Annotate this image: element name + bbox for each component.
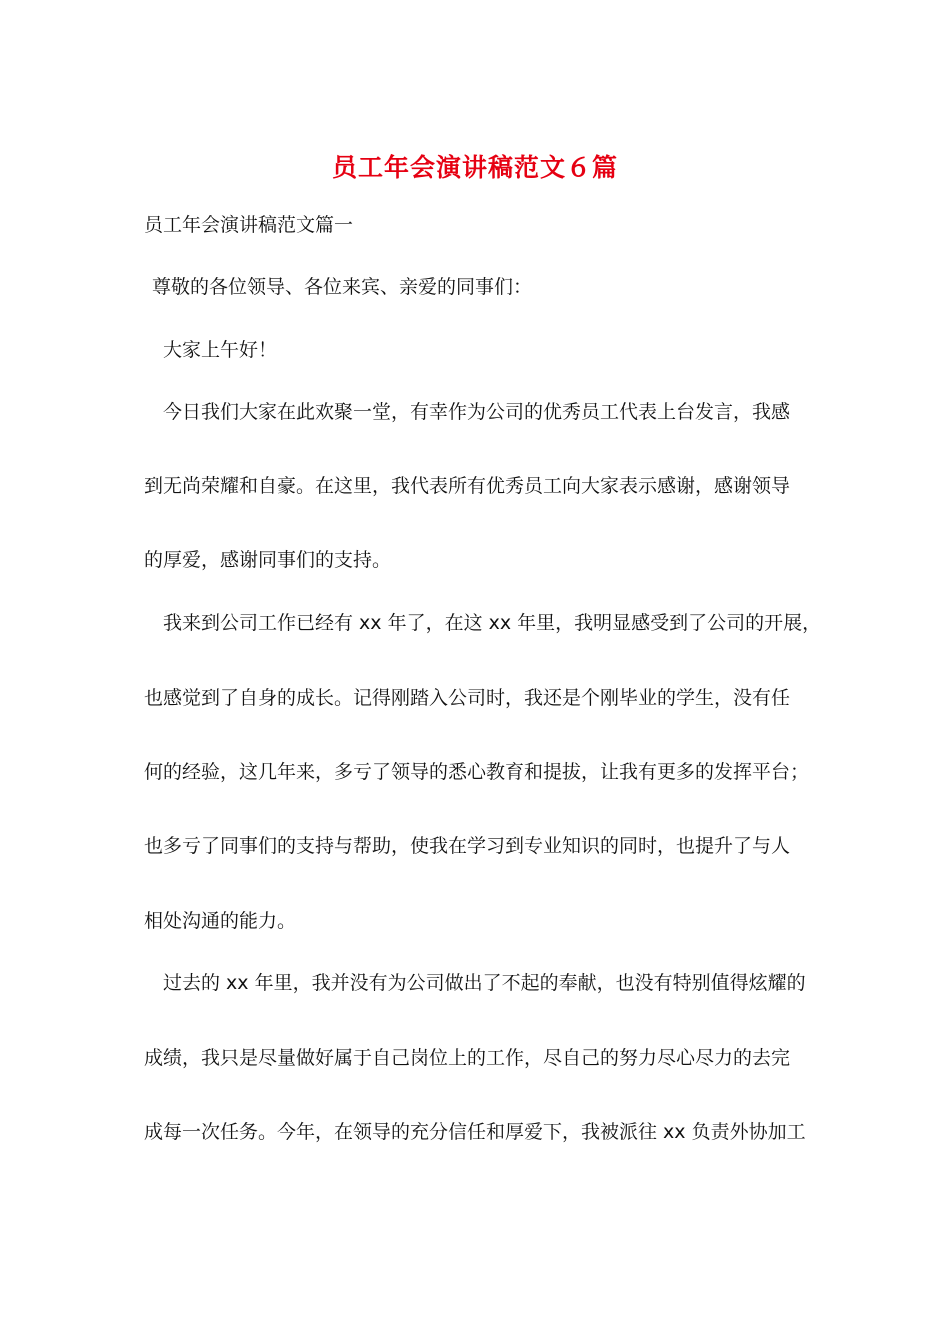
hello-line: 大家上午好！: [163, 339, 278, 361]
paragraph-2-line-1: 我来到公司工作已经有 xx 年了，在这 xx 年里，我明显感受到了公司的开展，: [163, 612, 822, 634]
paragraph-2-line-3: 何的经验，这几年来，多亏了领导的悉心教育和提拔，让我有更多的发挥平台；: [144, 761, 810, 783]
paragraph-2-line-5: 相处沟通的能力。: [144, 910, 297, 932]
paragraph-3-line-3: 成每一次任务。今年，在领导的充分信任和厚爱下，我被派往 xx 负责外协加工: [144, 1121, 806, 1143]
paragraph-1-line-3: 的厚爱，感谢同事们的支持。: [144, 549, 392, 571]
greeting-line: 尊敬的各位领导、各位来宾、亲爱的同事们：: [152, 276, 533, 298]
paragraph-3-line-2: 成绩，我只是尽量做好属于自己岗位上的工作，尽自己的努力尽心尽力的去完: [144, 1047, 791, 1069]
section-heading: 员工年会演讲稿范文篇一: [144, 214, 354, 236]
paragraph-3-line-1: 过去的 xx 年里，我并没有为公司做出了不起的奉献，也没有特别值得炫耀的: [163, 972, 806, 994]
paragraph-1-line-1: 今日我们大家在此欢聚一堂，有幸作为公司的优秀员工代表上台发言，我感: [163, 401, 791, 423]
paragraph-1-line-2: 到无尚荣耀和自豪。在这里，我代表所有优秀员工向大家表示感谢，感谢领导: [144, 475, 791, 497]
paragraph-2-line-2: 也感觉到了自身的成长。记得刚踏入公司时，我还是个刚毕业的学生，没有任: [144, 687, 791, 709]
paragraph-2-line-4: 也多亏了同事们的支持与帮助，使我在学习到专业知识的同时，也提升了与人: [144, 835, 791, 857]
document-title: 员工年会演讲稿范文６篇: [331, 153, 618, 182]
